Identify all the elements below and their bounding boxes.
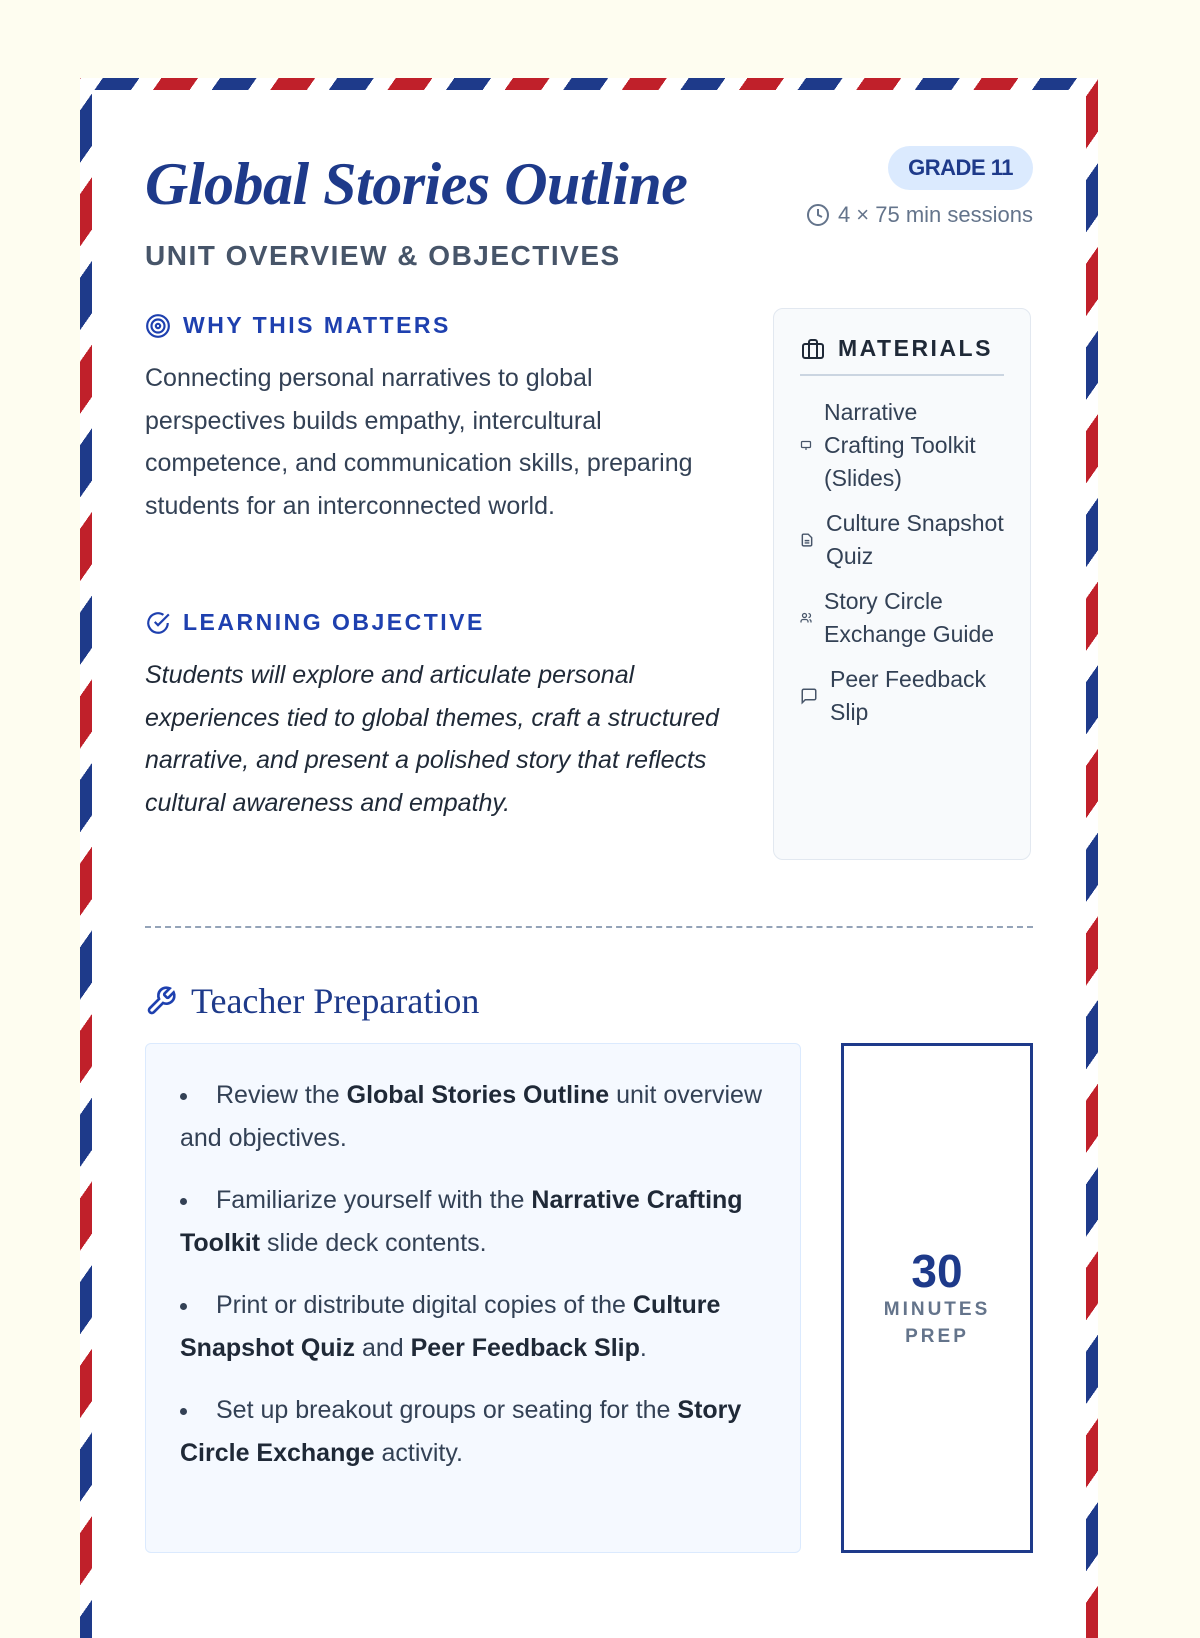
materials-heading: MATERIALS xyxy=(838,335,993,361)
prep-bullet xyxy=(180,1389,770,1475)
bold-text: Peer Feedback Slip xyxy=(410,1334,640,1362)
page-title: Global Stories Outline xyxy=(145,151,688,217)
prep-bullet xyxy=(180,1074,770,1160)
objective-section xyxy=(145,609,725,824)
bold-text: Culture Snapshot Quiz xyxy=(180,1291,721,1362)
material-item xyxy=(800,663,1004,729)
bold-text: Story Circle Exchange xyxy=(180,1396,742,1467)
material-item xyxy=(800,396,1004,495)
wrench-icon xyxy=(145,985,177,1017)
lesson-card xyxy=(92,90,1086,1638)
message-icon xyxy=(800,687,818,705)
objective-heading: LEARNING OBJECTIVE xyxy=(183,609,485,635)
material-label: Culture Snapshot Quiz xyxy=(826,510,1004,569)
why-text: Connecting personal narratives to global perspectives builds empathy, intercultural competence, and communication skills, preparing students for an interconnected world. xyxy=(145,364,693,520)
text: Print or distribute digital copies of the xyxy=(216,1291,633,1319)
bold-text: Narrative Crafting Toolkit xyxy=(180,1186,743,1257)
why-section xyxy=(145,312,705,527)
target-icon xyxy=(145,313,171,339)
prep-bullet xyxy=(180,1284,770,1370)
briefcase-icon xyxy=(800,337,826,361)
prep-checklist xyxy=(145,1043,801,1553)
material-item xyxy=(800,585,1004,651)
grade-badge: GRADE 11 xyxy=(888,146,1033,190)
section-divider xyxy=(145,926,1033,928)
presentation-icon xyxy=(800,440,812,452)
text: . xyxy=(639,1334,647,1362)
users-icon xyxy=(800,612,812,624)
text: Familiarize yourself with the xyxy=(216,1186,532,1214)
prep-heading: Teacher Preparation xyxy=(191,981,480,1021)
check-circle-icon xyxy=(145,610,171,636)
bold-text: Global Stories Outline xyxy=(346,1081,610,1109)
materials-panel xyxy=(773,308,1031,860)
airmail-border xyxy=(80,78,1098,1638)
material-item xyxy=(800,507,1004,573)
page-subtitle: UNIT OVERVIEW & OBJECTIVES xyxy=(145,240,621,271)
material-label: Narrative Crafting Toolkit (Slides) xyxy=(824,399,976,491)
sessions-info xyxy=(806,202,1033,228)
text: activity. xyxy=(374,1439,463,1467)
prep-minutes-label: MINUTES PREP xyxy=(883,1299,991,1347)
material-label: Story Circle Exchange Guide xyxy=(824,588,995,647)
prep-time-card xyxy=(841,1043,1033,1553)
prep-heading-row xyxy=(145,980,479,1022)
objective-text: Students will explore and articulate personal experiences tied to global themes, craft a structured narrative, and present a polished story that reflects cultural awareness and empathy. xyxy=(145,661,719,817)
text: and xyxy=(355,1334,411,1362)
prep-minutes: 30 xyxy=(911,1245,963,1297)
text: Review the xyxy=(216,1081,347,1109)
material-label: Peer Feedback Slip xyxy=(830,666,986,725)
text: unit overview and objectives. xyxy=(180,1081,763,1152)
why-heading: WHY THIS MATTERS xyxy=(183,312,451,338)
prep-bullet xyxy=(180,1179,770,1265)
text: slide deck contents. xyxy=(260,1229,487,1257)
sessions-text: 4 × 75 min sessions xyxy=(837,202,1033,227)
document-icon xyxy=(800,533,814,547)
text: Set up breakout groups or seating for the xyxy=(216,1396,678,1424)
clock-icon xyxy=(806,203,830,227)
